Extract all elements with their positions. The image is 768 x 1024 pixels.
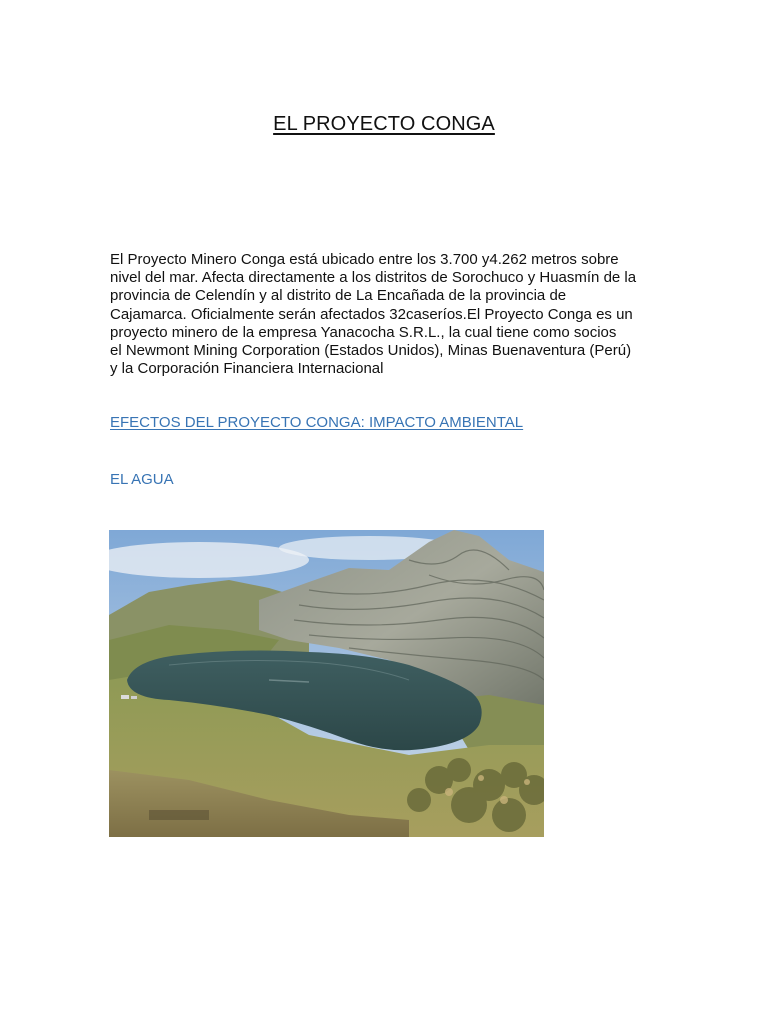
lake-mountain-photo <box>109 530 544 837</box>
page-title: EL PROYECTO CONGA <box>273 113 495 135</box>
section-heading-link[interactable]: EFECTOS DEL PROYECTO CONGA: IMPACTO AMBIENTAL <box>110 414 524 431</box>
subsection-heading: EL AGUA <box>110 471 174 488</box>
intro-paragraph: El Proyecto Minero Conga está ubicado entre los 3.700 y4.262 metros sobre nivel del mar. Afecta directamente a los distritos de Sorochuco y Huasmín de la provincia de Celendín y al distrito de La Encañada de la provincia de Cajamarca. Oficialmente serán afectados 32caseríos.El Proyecto Conga es un proyecto minero de la empresa Yanacocha S.R.L., la cual tiene como socios el Newmont Mining Corporation (Estados Unidos), Minas Buenaventura (Perú) y la Corporación Financiera Internacional <box>110 251 637 378</box>
